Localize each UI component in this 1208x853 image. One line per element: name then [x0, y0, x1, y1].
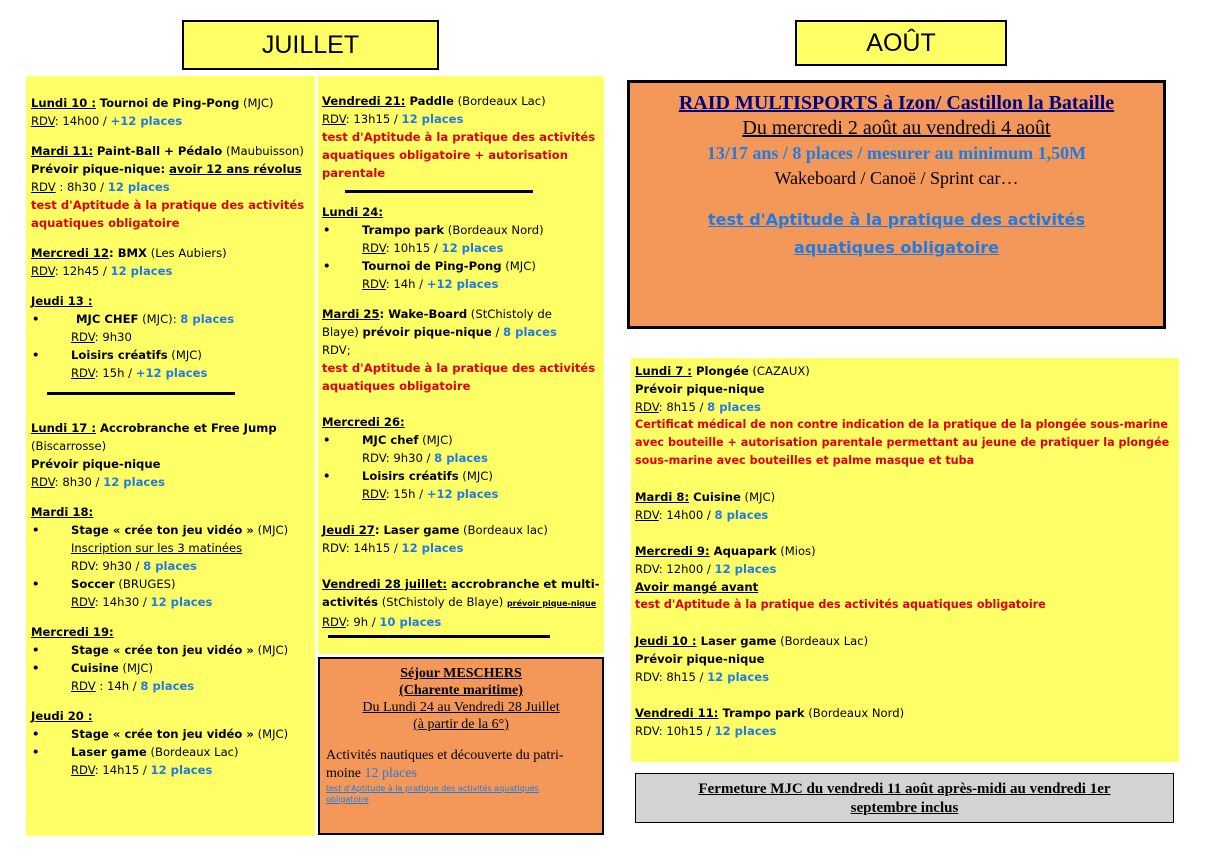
- separator: /: [491, 325, 504, 339]
- bullet-icon: •: [323, 469, 331, 483]
- activity: Soccer: [71, 577, 115, 591]
- activity: Laser game: [71, 745, 147, 759]
- raid-multisports-box: [627, 80, 1166, 329]
- location: (Biscarrosse): [31, 439, 107, 453]
- activity: : Wake-Board: [379, 307, 468, 321]
- places: 12 places: [103, 475, 166, 489]
- rdv-label: RDV: [71, 595, 95, 609]
- location: (Bordeaux Lac): [146, 745, 239, 759]
- places: 12 places: [401, 112, 464, 126]
- places: 8 places: [434, 451, 488, 465]
- aptitude-note: test d'Aptitude à la pratique des activités: [322, 130, 596, 144]
- places: +12 places: [135, 366, 208, 380]
- rdv-time: : 14h /: [95, 679, 141, 693]
- activity: Cuisine: [71, 661, 119, 675]
- raid-dates: Du mercredi 2 août au vendredi 4 août: [742, 117, 1051, 139]
- event-vendredi-28: [322, 575, 604, 631]
- places: 8 places: [714, 508, 769, 522]
- rdv-time: : 14h00 /: [54, 114, 111, 128]
- location: (Bordeaux Lac): [453, 94, 546, 108]
- meal-note: Avoir mangé avant: [635, 580, 759, 594]
- day-label: Mardi 11:: [31, 144, 94, 158]
- aptitude-note: aquatiques obligatoire: [794, 238, 999, 257]
- day-label: Lundi 10 :: [31, 96, 97, 110]
- day-label: Vendredi 28 juillet:: [322, 577, 448, 591]
- day-label: Jeudi 27: [322, 523, 375, 537]
- day-label: Mercredi 19:: [31, 625, 114, 639]
- location: (MJC): [239, 96, 274, 110]
- bullet-icon: •: [32, 745, 40, 759]
- places: 8 places: [180, 312, 235, 326]
- rdv-time: RDV: 9h30 /: [362, 451, 435, 465]
- event-mercredi-9: [635, 542, 1179, 614]
- event-jeudi-20: [31, 707, 315, 779]
- day-label: Mercredi 26:: [322, 415, 405, 429]
- location: (Les Aubiers): [147, 246, 227, 260]
- aout-title: [795, 20, 1007, 66]
- activity: Cuisine: [689, 490, 741, 504]
- rdv-time: : 13h15 /: [345, 112, 402, 126]
- places: 10 places: [379, 615, 442, 629]
- aout-title-text: AOÛT: [866, 28, 936, 57]
- activity: Trampo park: [362, 223, 445, 237]
- activity: Stage « crée ton jeu vidéo »: [71, 523, 254, 537]
- aptitude-note: aquatiques obligatoire: [322, 379, 471, 393]
- aptitude-note: obligatoire: [326, 795, 369, 804]
- location: (Maubuisson): [222, 144, 304, 158]
- juillet-title-text: JUILLET: [261, 30, 360, 59]
- event-mardi-8: [635, 488, 1179, 524]
- rdv-label: RDV: [71, 559, 95, 573]
- places: 12 places: [107, 180, 170, 194]
- activity: Accrobranche et Free Jump: [96, 421, 277, 435]
- location: (CAZAUX): [748, 364, 810, 378]
- activity: Trampo park: [718, 706, 805, 720]
- activity: Tournoi de Ping-Pong: [99, 96, 240, 110]
- places: 8 places: [143, 559, 197, 573]
- bullet-icon: •: [32, 523, 40, 537]
- activity: Paddle: [405, 94, 454, 108]
- activity: : Laser game: [374, 523, 460, 537]
- day-label: Jeudi 10 :: [635, 634, 697, 648]
- places: 8 places: [707, 400, 761, 414]
- aptitude-note: test d'Aptitude à la pratique des activités: [322, 361, 596, 375]
- day-label: Mercredi 12: [31, 246, 110, 260]
- places: 12 places: [714, 724, 777, 738]
- separator-line: [47, 392, 235, 395]
- rdv-label: RDV: [322, 112, 346, 126]
- event-lundi-7: [635, 362, 1179, 470]
- rdv-label: RDV: [635, 508, 659, 522]
- event-lundi-10: [31, 94, 315, 130]
- sejour-region: (Charente maritime): [399, 683, 523, 698]
- location: (Bordeaux Nord): [444, 223, 544, 237]
- rdv-label: RDV: [31, 475, 55, 489]
- places: 12 places: [401, 541, 464, 555]
- event-mercredi-26: [322, 413, 604, 503]
- location: (MJC): [253, 727, 289, 741]
- certificate-note: sous-marine avec bouteilles et palme masque et tuba: [635, 454, 975, 467]
- rdv-label: RDV: [362, 277, 386, 291]
- day-label: Jeudi 13 :: [31, 294, 93, 308]
- activity: Tournoi de Ping-Pong: [362, 259, 502, 273]
- day-label: Vendredi 21:: [322, 94, 406, 108]
- bullet-icon: •: [323, 433, 331, 447]
- aptitude-note: test d'Aptitude à la pratique des activités aquatiques obligatoire: [635, 598, 1046, 611]
- location: (Bordeaux Nord): [804, 706, 905, 720]
- sejour-description: Activités nautiques et découverte du patri-: [326, 748, 564, 763]
- sejour-description: moine: [326, 766, 365, 781]
- event-mardi-18: [31, 503, 315, 611]
- rdv-label: RDV: [322, 615, 346, 629]
- event-jeudi-13: [31, 292, 315, 382]
- rdv-time: RDV: 8h15 /: [635, 670, 708, 684]
- rdv-time: : 14h00 /: [658, 508, 715, 522]
- rdv-label: RDV: [71, 679, 96, 693]
- location: (MJC): [458, 469, 493, 483]
- event-mardi-25: [322, 305, 604, 395]
- rdv-label: RDV: [31, 264, 55, 278]
- places: 12 places: [707, 670, 770, 684]
- day-label: Mardi 25: [322, 307, 380, 321]
- location: (Bordeaux lac): [459, 523, 548, 537]
- sejour-age: (à partir de la 6°): [413, 717, 509, 732]
- places: 12 places: [150, 763, 213, 777]
- activity: : BMX: [109, 246, 148, 260]
- rdv-label: RDV: [71, 366, 95, 380]
- rdv-time: : 9h /: [345, 615, 380, 629]
- rdv-label: RDV: [362, 487, 386, 501]
- raid-activities: Wakeboard / Canoë / Sprint car…: [774, 168, 1019, 188]
- bullet-icon: •: [32, 643, 40, 657]
- activity: Paint-Ball + Pédalo: [96, 144, 223, 158]
- juillet-right-column: [318, 76, 604, 654]
- activity: Stage « crée ton jeu vidéo »: [71, 643, 254, 657]
- aptitude-note: aquatiques obligatoire + autorisation: [322, 148, 568, 162]
- aptitude-note: test d'Aptitude à la pratique des activités: [708, 210, 1085, 229]
- age-note: avoir 12 ans révolus: [169, 162, 302, 176]
- bullet-icon: •: [32, 312, 40, 326]
- fermeture-box: [635, 773, 1174, 823]
- rdv-label: RDV: [31, 180, 56, 194]
- bullet-icon: •: [32, 348, 40, 362]
- location: (MJC): [501, 259, 536, 273]
- activity: accrobranche et multi-: [447, 577, 600, 591]
- day-label: Lundi 24:: [322, 205, 383, 219]
- location: (Mios): [776, 544, 816, 558]
- day-label: Mercredi 9:: [635, 544, 710, 558]
- rdv-time: : 8h30 /: [54, 475, 104, 489]
- places: 12 places: [441, 241, 504, 255]
- separator-line: [328, 635, 550, 638]
- activity: activités: [322, 595, 379, 609]
- event-lundi-24: [322, 203, 604, 293]
- prevoir-note: prévoir pique-nique: [506, 599, 597, 608]
- fermeture-text: Fermeture MJC du vendredi 11 août après-midi au vendredi 1er: [698, 781, 1111, 797]
- rdv-label: RDV: [31, 114, 55, 128]
- rdv-time: RDV: 14h15 /: [322, 541, 402, 555]
- event-mercredi-12: [31, 244, 315, 280]
- raid-conditions: 13/17 ans / 8 places / mesurer au minimum 1,50M: [706, 143, 1087, 163]
- places: 12 places: [150, 595, 213, 609]
- rdv-time: : 12h45 /: [54, 264, 111, 278]
- location: (BRUGES): [114, 577, 176, 591]
- activity: Laser game: [696, 634, 777, 648]
- aptitude-note: parentale: [322, 166, 386, 180]
- rdv-time: : 9h30: [94, 330, 132, 344]
- rdv-time: RDV: 12h00 /: [635, 562, 715, 576]
- day-label: Mardi 8:: [635, 490, 690, 504]
- day-label: Lundi 17 :: [31, 421, 97, 435]
- activity: Stage « crée ton jeu vidéo »: [71, 727, 254, 741]
- activity: MJC chef: [362, 433, 419, 447]
- day-label: Lundi 7 :: [635, 364, 692, 378]
- rdv-time: : 8h15 /: [658, 400, 708, 414]
- sejour-dates: Du Lundi 24 au Vendredi 28 Juillet: [362, 700, 560, 715]
- places: 8 places: [140, 679, 195, 693]
- aptitude-note: aquatiques obligatoire: [31, 216, 180, 230]
- location: Blaye): [322, 325, 363, 339]
- activity: Plongée: [691, 364, 749, 378]
- prevoir-note: prévoir pique-nique: [362, 325, 492, 339]
- rdv-label: RDV: [362, 241, 386, 255]
- activity: MJC CHEF: [76, 312, 139, 326]
- prevoir-note: Prévoir pique-nique: [635, 652, 765, 666]
- prevoir-note: Prévoir pique-nique: [31, 457, 161, 471]
- location: (MJC): [418, 433, 453, 447]
- rdv-time: : 14h /: [385, 277, 427, 291]
- sejour-meschers-box: [318, 657, 604, 835]
- places: 12 places: [714, 562, 777, 576]
- day-label: Jeudi 20 :: [31, 709, 93, 723]
- event-jeudi-10: [635, 632, 1179, 686]
- inscription-note: Inscription sur les 3 matinées: [71, 541, 243, 555]
- day-label: Mardi 18:: [31, 505, 94, 519]
- location: (MJC): [253, 643, 289, 657]
- rdv-time: : 14h30 /: [94, 595, 151, 609]
- rdv-time: : 9h30 /: [94, 559, 144, 573]
- bullet-icon: •: [323, 223, 331, 237]
- rdv-time: RDV: 10h15 /: [635, 724, 715, 738]
- places: 12 places: [110, 264, 173, 278]
- bullet-icon: •: [32, 727, 40, 741]
- event-mercredi-19: [31, 623, 315, 695]
- raid-title: RAID MULTISPORTS à Izon/ Castillon la Bataille: [678, 92, 1115, 114]
- rdv-time: : 15h /: [385, 487, 427, 501]
- certificate-note: Certificat médical de non contre indication de la pratique de la plongée sous-marine: [635, 418, 1168, 431]
- rdv-label: RDV: [71, 763, 95, 777]
- activity: Loisirs créatifs: [362, 469, 459, 483]
- separator-line: [345, 190, 533, 193]
- location: (MJC):: [138, 312, 181, 326]
- bullet-icon: •: [32, 661, 40, 675]
- sejour-title: Séjour MESCHERS: [400, 666, 522, 681]
- location: (MJC): [167, 348, 202, 362]
- prevoir-note: Prévoir pique-nique: [635, 382, 765, 396]
- aptitude-note: test d'Aptitude à la pratique des activités aquatiques: [326, 784, 539, 793]
- day-label: Vendredi 11:: [635, 706, 719, 720]
- aout-events-panel: [631, 358, 1179, 762]
- location: (StChistoly de: [467, 307, 552, 321]
- location: (StChistoly de Blaye): [378, 595, 507, 609]
- places: 12 places: [364, 766, 417, 781]
- places: +12 places: [110, 114, 183, 128]
- event-lundi-17: [31, 419, 315, 491]
- rdv-time: : 8h30 /: [55, 180, 108, 194]
- location: (MJC): [740, 490, 776, 504]
- fermeture-text: septembre inclus: [850, 800, 959, 816]
- juillet-title: [182, 20, 439, 70]
- rdv-label: RDV: [71, 330, 95, 344]
- aptitude-note: test d'Aptitude à la pratique des activités: [31, 198, 305, 212]
- event-vendredi-11: [635, 704, 1179, 740]
- rdv-label: RDV;: [322, 343, 351, 357]
- places: +12 places: [426, 277, 499, 291]
- location: (Bordeaux Lac): [776, 634, 869, 648]
- event-vendredi-21: [322, 92, 604, 182]
- rdv-time: : 15h /: [94, 366, 136, 380]
- rdv-time: : 14h15 /: [94, 763, 151, 777]
- places: +12 places: [426, 487, 499, 501]
- activity: Aquapark: [709, 544, 777, 558]
- rdv-label: RDV: [635, 400, 659, 414]
- location: (MJC): [253, 523, 289, 537]
- prevoir-note: Prévoir pique-nique:: [31, 162, 170, 176]
- places: 8 places: [503, 325, 557, 339]
- bullet-icon: •: [32, 577, 40, 591]
- juillet-left-column: [26, 76, 315, 836]
- event-jeudi-27: [322, 521, 604, 557]
- bullet-icon: •: [323, 259, 331, 273]
- rdv-time: : 10h15 /: [385, 241, 442, 255]
- activity: Loisirs créatifs: [71, 348, 168, 362]
- location: (MJC): [118, 661, 153, 675]
- certificate-note: avec bouteille + autorisation parentale permettant au jeune de pratiquer la plongée: [635, 436, 1170, 449]
- event-mardi-11: [31, 142, 315, 232]
